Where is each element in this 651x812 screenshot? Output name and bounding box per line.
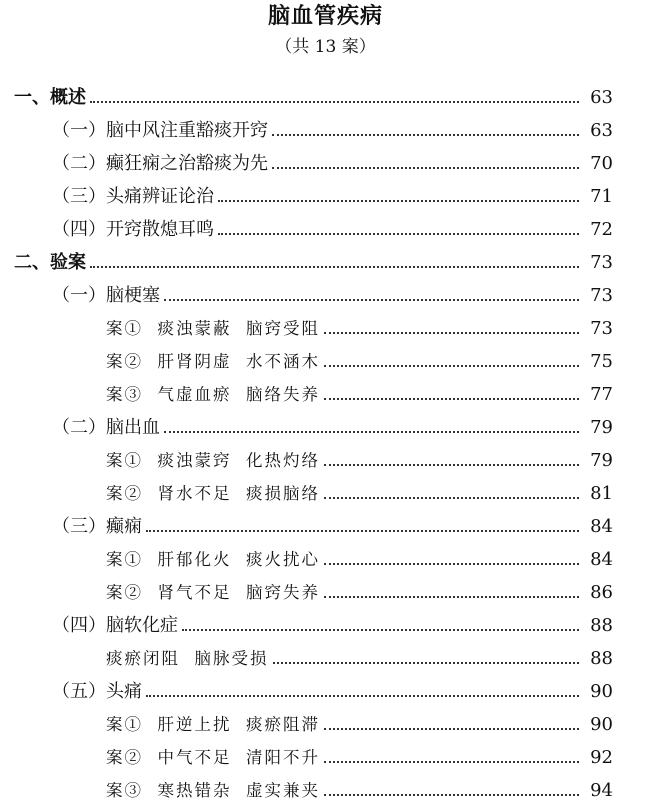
toc-page-number: 75 xyxy=(590,350,613,372)
toc-page-number: 73 xyxy=(590,284,613,306)
toc-entry-label: 案① 痰浊蒙蔽 脑窍受阻 xyxy=(106,318,320,338)
dot-leader xyxy=(324,761,579,763)
dot-leader xyxy=(324,365,579,367)
dot-leader xyxy=(324,563,579,565)
toc-entry-label: 案② 肾水不足 痰损脑络 xyxy=(106,483,320,503)
table-of-contents xyxy=(0,81,651,807)
toc-subsection xyxy=(0,147,651,180)
toc-entry-label: （三）头痛辨证论治 xyxy=(52,185,214,207)
toc-case-entry xyxy=(0,642,651,675)
toc-page-number: 63 xyxy=(590,86,613,108)
toc-case-entry xyxy=(0,312,651,345)
toc-entry-label: （一）脑中风注重豁痰开窍 xyxy=(52,119,268,141)
dot-leader xyxy=(218,233,579,235)
toc-entry-label: （二）癫狂痫之治豁痰为先 xyxy=(52,152,268,174)
toc-case-entry xyxy=(0,477,651,510)
toc-case-entry xyxy=(0,444,651,477)
page-title: 脑血管疾病 xyxy=(267,4,383,29)
toc-page-number: 63 xyxy=(590,119,613,141)
dot-leader xyxy=(324,497,579,499)
dot-leader xyxy=(90,101,579,103)
dot-leader xyxy=(146,530,579,532)
toc-case-entry xyxy=(0,378,651,411)
dot-leader xyxy=(324,464,579,466)
toc-entry-label: 案③ 寒热错杂 虚实兼夹 xyxy=(106,780,320,800)
toc-section xyxy=(0,246,651,279)
toc-entry-label: 痰瘀闭阻 脑脉受损 xyxy=(106,648,269,668)
toc-entry-label: （四）脑软化症 xyxy=(52,614,178,636)
dot-leader xyxy=(218,200,579,202)
toc-page-number: 79 xyxy=(590,416,613,438)
dot-leader xyxy=(164,299,579,301)
toc-case-entry xyxy=(0,576,651,609)
toc-case-entry xyxy=(0,345,651,378)
toc-entry-label: 案② 肝肾阴虚 水不涵木 xyxy=(106,351,320,371)
toc-case-entry xyxy=(0,543,651,576)
toc-page-number: 72 xyxy=(590,218,613,240)
toc-page-number: 81 xyxy=(590,482,613,504)
toc-entry-label: 案① 肝郁化火 痰火扰心 xyxy=(106,549,320,569)
dot-leader xyxy=(324,332,579,334)
dot-leader xyxy=(272,134,579,136)
toc-entry-label: （五）头痛 xyxy=(52,680,142,702)
toc-page-number: 70 xyxy=(590,152,613,174)
toc-entry-label: 案③ 气虚血瘀 脑络失养 xyxy=(106,384,320,404)
toc-case-entry xyxy=(0,774,651,807)
toc-subsection xyxy=(0,279,651,312)
toc-page-number: 71 xyxy=(590,185,613,207)
dot-leader xyxy=(324,596,579,598)
toc-subsection xyxy=(0,213,651,246)
toc-page-number: 90 xyxy=(590,713,613,735)
dot-leader xyxy=(273,662,580,664)
toc-subsection xyxy=(0,675,651,708)
toc-page-number: 94 xyxy=(590,779,613,801)
dot-leader xyxy=(164,431,579,433)
dot-leader xyxy=(90,266,579,268)
toc-page-number: 79 xyxy=(590,449,613,471)
toc-entry-label: 案② 中气不足 清阳不升 xyxy=(106,747,320,767)
dot-leader xyxy=(324,728,579,730)
toc-entry-label: （三）癫痫 xyxy=(52,515,142,537)
toc-section xyxy=(0,81,651,114)
toc-subsection xyxy=(0,411,651,444)
toc-page-number: 84 xyxy=(590,548,613,570)
toc-subsection xyxy=(0,180,651,213)
dot-leader xyxy=(324,794,579,796)
dot-leader xyxy=(182,629,579,631)
toc-case-entry xyxy=(0,708,651,741)
toc-entry-label: 案① 肝逆上扰 痰瘀阻滞 xyxy=(106,714,320,734)
toc-entry-label: （一）脑梗塞 xyxy=(52,284,160,306)
toc-page-number: 73 xyxy=(590,251,613,273)
page-subtitle: （共 13 案） xyxy=(275,37,376,57)
dot-leader xyxy=(272,167,579,169)
toc-subsection xyxy=(0,609,651,642)
toc-page-number: 90 xyxy=(590,680,613,702)
toc-page-number: 86 xyxy=(590,581,613,603)
toc-page-number: 88 xyxy=(590,614,613,636)
toc-entry-label: 一、概述 xyxy=(14,86,86,108)
toc-entry-label: 二、验案 xyxy=(14,251,86,273)
toc-subsection xyxy=(0,114,651,147)
toc-page-number: 77 xyxy=(590,383,613,405)
toc-case-entry xyxy=(0,741,651,774)
toc-page-number: 73 xyxy=(590,317,613,339)
dot-leader xyxy=(146,695,579,697)
toc-page-number: 92 xyxy=(590,746,613,768)
toc-page-number: 84 xyxy=(590,515,613,537)
toc-page-number: 88 xyxy=(590,647,613,669)
toc-subsection xyxy=(0,510,651,543)
dot-leader xyxy=(324,398,579,400)
toc-entry-label: 案② 肾气不足 脑窍失养 xyxy=(106,582,320,602)
toc-entry-label: 案① 痰浊蒙窍 化热灼络 xyxy=(106,450,320,470)
toc-entry-label: （二）脑出血 xyxy=(52,416,160,438)
toc-entry-label: （四）开窍散熄耳鸣 xyxy=(52,218,214,240)
